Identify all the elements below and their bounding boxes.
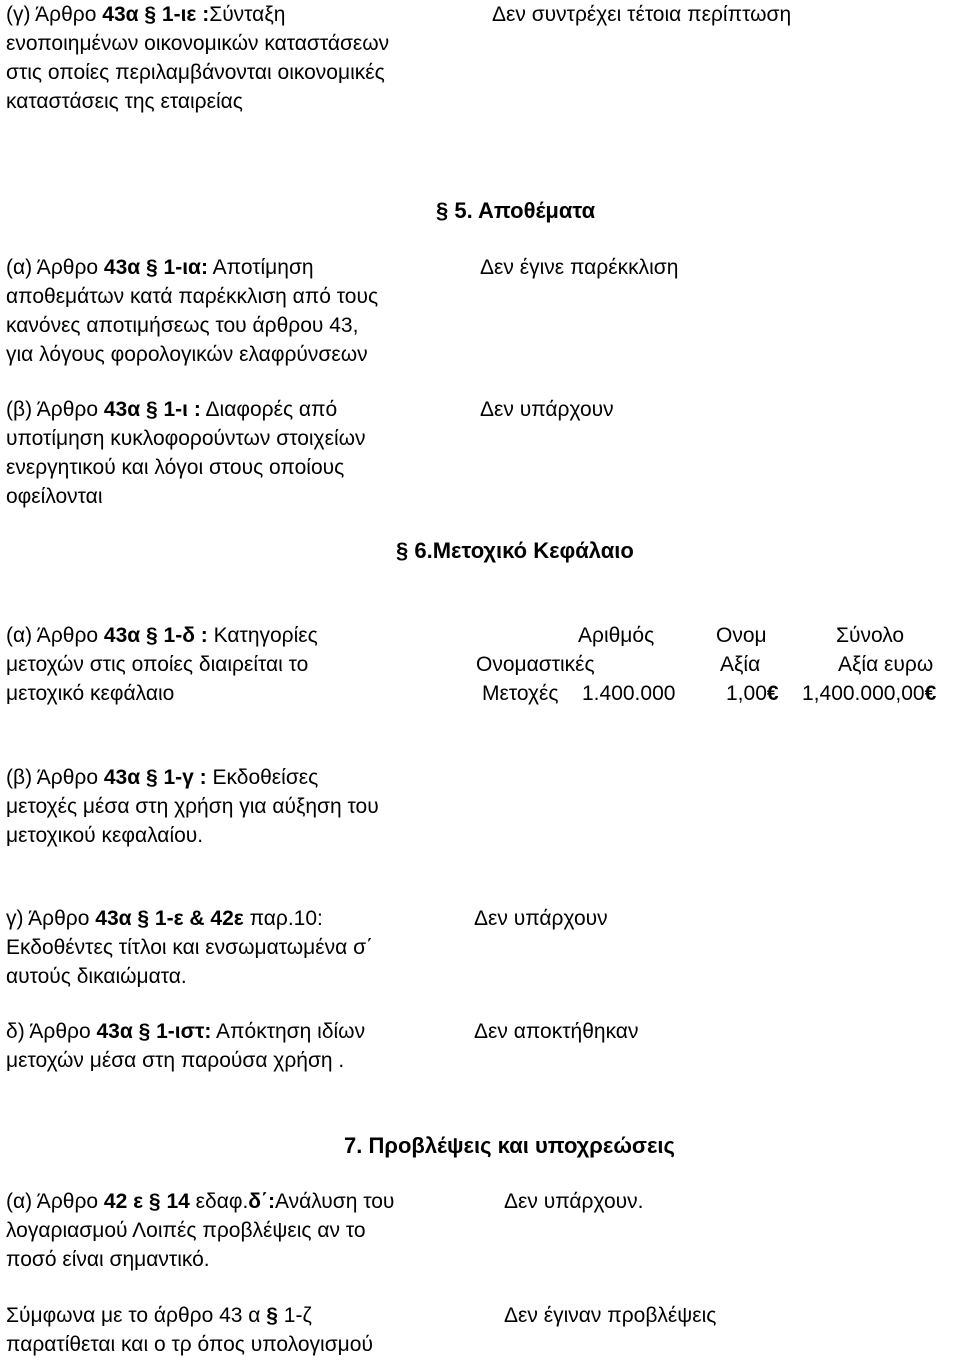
clause-6g-line3: αυτούς δικαιώματα. xyxy=(6,965,187,988)
section-sign-icon: § xyxy=(145,398,158,421)
clause-text: Απόκτηση ιδίων xyxy=(211,1020,366,1043)
clause-5b-line3: ενεργητικού και λόγοι στους οποίους xyxy=(6,456,345,479)
clause-6b-line1 xyxy=(6,763,379,792)
clause-4g-line2: ενοποιημένων οικονομικών καταστάσεων xyxy=(6,32,390,55)
paragraph-ref: 1-δ : xyxy=(157,624,208,647)
clause-7b-answer: Δεν έγιναν προβλέψεις xyxy=(504,1304,717,1327)
clause-text: γ) Άρθρο xyxy=(6,907,96,930)
share-header-total: Σύνολο xyxy=(836,624,905,647)
paragraph-ref: 1-ια: xyxy=(157,256,208,279)
paragraph-ref: 14 xyxy=(160,1190,190,1213)
paragraph-ref: 1-ε & 42ε xyxy=(149,907,244,930)
section-6-heading xyxy=(396,536,634,565)
clause-text: Σύνταξη xyxy=(209,3,286,26)
clause-text: Διαφορές από xyxy=(200,398,338,421)
clause-text: (α) Άρθρο xyxy=(6,256,104,279)
clause-7b xyxy=(6,1301,373,1359)
clause-text: Ανάλυση του xyxy=(275,1190,395,1213)
clause-6b-line2: μετοχές μέσα στη χρήση για αύξηση του xyxy=(6,795,379,818)
clause-4g-line3: στις οποίες περιλαμβάνονται οικονομικές xyxy=(6,61,385,84)
clause-6g-line2: Εκδοθέντες τίτλοι και ενσωματωμένα σ΄ xyxy=(6,936,374,959)
section-sign-icon: § xyxy=(148,1190,161,1213)
clause-5a-line1 xyxy=(6,253,378,282)
clause-text: Σύμφωνα με το άρθρο 43 α xyxy=(6,1304,267,1327)
euro-icon: € xyxy=(766,682,779,705)
clause-7a xyxy=(6,1187,394,1274)
article-number: 42 ε xyxy=(103,1190,144,1213)
paragraph-ref: 1-ιστ: xyxy=(150,1020,212,1043)
article-number: 43α xyxy=(103,766,141,789)
clause-7a-answer: Δεν υπάρχουν. xyxy=(504,1190,644,1213)
clause-7a-line1 xyxy=(6,1187,394,1216)
paragraph-ref: 1-γ : xyxy=(157,766,207,789)
section-sign-icon: § xyxy=(144,3,157,26)
clause-5b-line4: οφείλονται xyxy=(6,485,103,508)
clause-6g-answer: Δεν υπάρχουν xyxy=(474,907,608,930)
share-header2-nominal: Αξία xyxy=(720,653,761,676)
clause-6b-line3: μετοχικού κεφαλαίου. xyxy=(6,824,204,847)
article-number: 43α xyxy=(103,256,141,279)
clause-text: δ) Άρθρο xyxy=(6,1020,97,1043)
section-sign-icon: § xyxy=(266,1304,278,1327)
section-sign-icon: § xyxy=(137,907,150,930)
clause-6d xyxy=(6,1017,365,1075)
clause-5a-line3: κανόνες αποτιμήσεως του άρθρου 43, xyxy=(6,314,359,337)
clause-6g-line1 xyxy=(6,904,373,933)
section-sign-icon: § xyxy=(138,1020,151,1043)
clause-text: Κατηγορίες xyxy=(207,624,318,647)
clause-text: (γ) Άρθρο xyxy=(6,3,103,26)
section-sign-icon: § xyxy=(396,538,409,563)
clause-text: Αποτίμηση xyxy=(207,256,314,279)
clause-5a-answer: Δεν έγινε παρέκκλιση xyxy=(480,256,679,279)
clause-5a-line4: για λόγους φορολογικών ελαφρύνσεων xyxy=(6,343,368,366)
section-sign-icon: § xyxy=(145,766,158,789)
clause-6a xyxy=(6,621,318,708)
clause-5b xyxy=(6,395,366,511)
paragraph-ref: 1-ιε : xyxy=(156,3,210,26)
euro-icon: € xyxy=(924,682,937,705)
clause-4g-line1 xyxy=(6,0,389,29)
clause-6a-line2: μετοχών στις οποίες διαιρείται το xyxy=(6,653,309,676)
paragraph-ref: 1-ζ xyxy=(277,1304,312,1327)
clause-6d-answer: Δεν αποκτήθηκαν xyxy=(474,1020,639,1043)
share-row-label: Μετοχές xyxy=(482,682,559,705)
clause-7a-line2: λογαριασμού Λοιπές προβλέψεις αν το xyxy=(6,1219,366,1242)
paragraph-ref: 1-ι : xyxy=(157,398,201,421)
article-number: 43α xyxy=(95,907,132,930)
section-sign-icon: § xyxy=(436,198,449,223)
clause-7a-line3: ποσό είναι σημαντικό. xyxy=(6,1248,210,1271)
share-row-nominal xyxy=(726,679,779,708)
total-value: 1,400.000,00 xyxy=(802,682,925,705)
clause-4g xyxy=(6,0,389,116)
section-sign-icon: § xyxy=(146,624,158,647)
clause-7b-line1 xyxy=(6,1301,373,1330)
clause-5a xyxy=(6,253,378,369)
clause-text: (α) Άρθρο xyxy=(6,1190,104,1213)
article-number: 43α xyxy=(103,624,141,647)
article-number: 43α xyxy=(96,1020,133,1043)
clause-text: εδαφ. xyxy=(189,1190,249,1213)
nominal-value: 1,00 xyxy=(726,682,767,705)
clause-6a-line1 xyxy=(6,621,318,650)
article-number: 43α xyxy=(103,398,141,421)
share-row-count: 1.400.000 xyxy=(582,682,676,705)
clause-4g-answer: Δεν συντρέχει τέτοια περίπτωση xyxy=(492,3,792,26)
share-header-nominal: Ονομ xyxy=(716,624,767,647)
paragraph-ref: δ΄: xyxy=(248,1190,276,1213)
share-row-total xyxy=(802,679,936,708)
clause-5b-line2: υποτίμηση κυκλοφορούντων στοιχείων xyxy=(6,427,366,450)
clause-5b-answer: Δεν υπάρχουν xyxy=(480,398,614,421)
section-title: 5. Αποθέματα xyxy=(454,198,596,223)
section-7-heading: 7. Προβλέψεις και υποχρεώσεις xyxy=(344,1133,675,1158)
clause-4g-line4: καταστάσεις της εταιρείας xyxy=(6,90,243,113)
share-header2-count: Ονομαστικές xyxy=(476,653,595,676)
article-number: 43α xyxy=(102,3,139,26)
share-header-count: Αριθμός xyxy=(578,624,655,647)
clause-text: (α) Άρθρο xyxy=(6,624,104,647)
clause-6a-line3: μετοχικό κεφάλαιο xyxy=(6,682,175,705)
clause-text: (β) Άρθρο xyxy=(6,766,104,789)
clause-text: παρ.10: xyxy=(243,907,323,930)
clause-text: Εκδοθείσες xyxy=(206,766,319,789)
clause-7b-line2: παρατίθεται και ο τρ όπος υπολογισμού xyxy=(6,1333,373,1356)
share-header2-total: Αξία ευρω xyxy=(838,653,934,676)
section-5-heading xyxy=(436,196,595,225)
section-title: 6.Μετοχικό Κεφάλαιο xyxy=(414,538,634,563)
clause-6d-line1 xyxy=(6,1017,365,1046)
section-sign-icon: § xyxy=(146,256,158,279)
clause-text: (β) Άρθρο xyxy=(6,398,104,421)
clause-6d-line2: μετοχών μέσα στη παρούσα χρήση . xyxy=(6,1049,345,1072)
clause-6g xyxy=(6,904,373,991)
clause-5a-line2: αποθεμάτων κατά παρέκκλιση από τους xyxy=(6,285,379,308)
clause-5b-line1 xyxy=(6,395,366,424)
clause-6b xyxy=(6,763,379,850)
